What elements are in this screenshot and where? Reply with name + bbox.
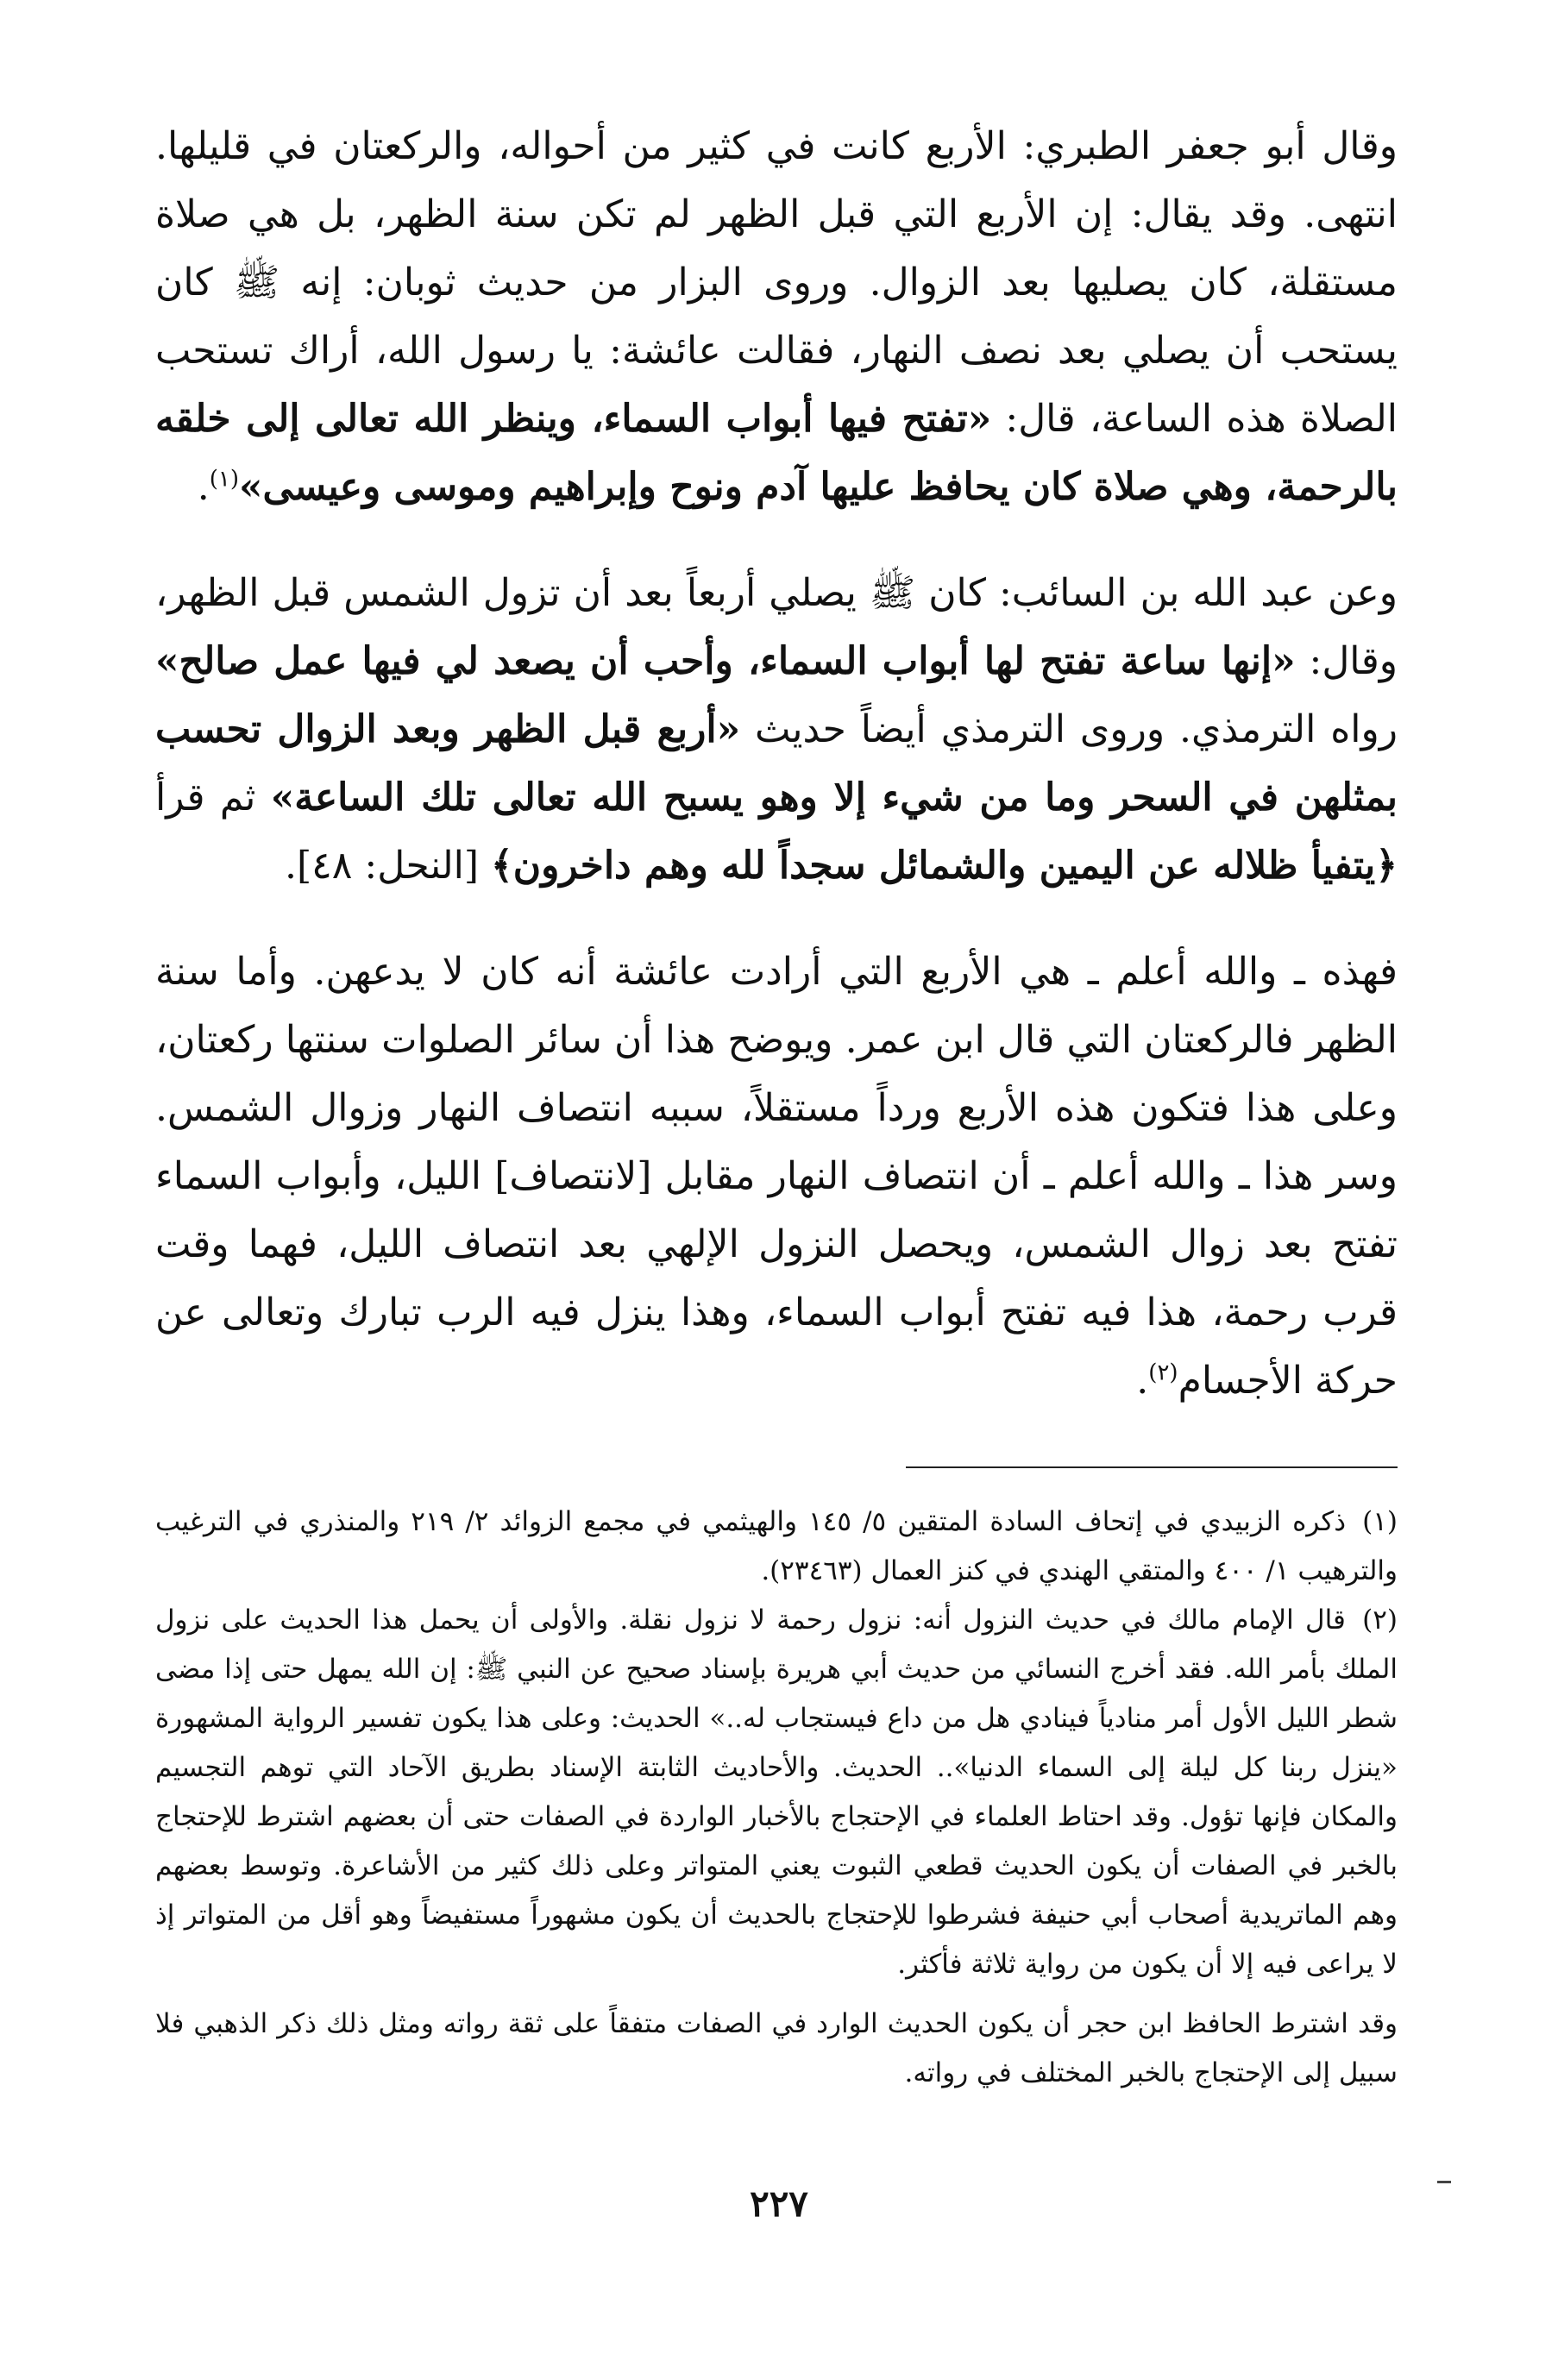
paragraph-1 — [155, 112, 1398, 521]
paragraph-3-text: فهذه ـ والله أعلم ـ هي الأربع التي أرادت عائشة أنه كان لا يدعهن. وأما سنة الظهر فالركعتان التي قال ابن عمر. ويوضح هذا أن سائر الصلوات سنتها ركعتان، وعلى هذا فتكون هذه الأربع ورداً مستقلاً، سببه انتصاف النهار وزوال الشمس. وسر هذا ـ والله أعلم ـ أن انتصاف النهار مقابل [لانتصاف] الليل، وأبواب السماء تفتح بعد زوال الشمس، ويحصل النزول الإلهي بعد انتصاف الليل، فهما وقت قرب رحمة، هذا فيه تفتح أبواب السماء، وهذا ينزل فيه الرب تبارك وتعالى عن حركة الأجسام — [155, 950, 1398, 1403]
hadith-quote-2: «إنها ساعة تفتح لها أبواب السماء، وأحب أن يصعد لي فيها عمل صالح» — [155, 639, 1296, 683]
footnote-2 — [155, 1596, 1398, 1989]
footnote-1-text: ذكره الزبيدي في إتحاف السادة المتقين ٥/ ١٤٥ والهيثمي في مجمع الزوائد ٢/ ٢١٩ والمنذري في الترغيب والترهيب ١/ ٤٠٠ والمتقي الهندي في كنز العمال (٢٣٤٦٣). — [155, 1506, 1398, 1586]
paragraph-1-text: وقال أبو جعفر الطبري: الأربع كانت في كثير من أحواله، والركعتان في قليلها. انتهى. وقد يقال: إن الأربع التي قبل الظهر لم تكن سنة الظهر، بل هي صلاة مستقلة، كان يصليها بعد الزوال. وروى البزار من حديث ثوبان: إنه ﷺ كان يستحب أن يصلي بعد نصف النهار، فقالت عائشة: يا رسول الله، أراك تستحب الصلاة هذه الساعة، قال: — [155, 124, 1398, 441]
footnote-2-continued — [155, 2000, 1398, 2098]
paragraph-2-text-b: رواه الترمذي. وروى الترمذي أيضاً حديث — [740, 707, 1398, 751]
paragraph-3 — [155, 938, 1398, 1415]
footnote-ref-2[interactable]: (٢) — [1148, 1360, 1178, 1386]
footnote-1-number: (١) — [1362, 1506, 1398, 1537]
page-content — [155, 112, 1398, 2098]
paragraph-2-text-a: وعن عبد الله بن السائب: كان ﷺ يصلي أربعاً بعد أن تزول الشمس قبل الظهر، وقال: — [155, 571, 1398, 683]
footnote-2-number: (٢) — [1362, 1604, 1398, 1636]
paragraph-2-text-c: ثم قرأ — [155, 776, 271, 819]
paragraph-3-end: . — [1136, 1359, 1149, 1403]
footnote-ref-1[interactable]: (١) — [209, 466, 239, 493]
paragraph-2 — [155, 559, 1398, 900]
hadith-quote-3: «أربع قبل الظهر وبعد الزوال تحسب بمثلهن في السحر وما من شيء إلا وهو يسبح الله تعالى تلك الساعة» — [155, 707, 1398, 819]
hadith-quote-1: «تفتح فيها أبواب السماء، وينظر الله تعالى إلى خلقه بالرحمة، وهي صلاة كان يحافظ عليها آدم ونوح وإبراهيم وموسى وعيسى» — [155, 397, 1398, 509]
quran-verse: ﴿يتفيأ ظلاله عن اليمين والشمائل سجداً لله وهم داخرون﴾ — [491, 844, 1398, 888]
page-number: ٢٢٧ — [750, 2182, 808, 2225]
paragraph-2-text-d: [النحل: ٤٨]. — [284, 844, 491, 888]
paragraph-1-end: . — [197, 465, 210, 509]
footnote-2-continued-text: وقد اشترط الحافظ ابن حجر أن يكون الحديث الوارد في الصفات متفقاً على ثقة رواته ومثل ذلك ذكر الذهبي فلا سبيل إلى الإحتجاج بالخبر المختلف في رواته. — [155, 2008, 1398, 2088]
footnote-divider — [906, 1466, 1398, 1468]
footnote-1 — [155, 1498, 1398, 1596]
footnote-2-text: قال الإمام مالك في حديث النزول أنه: نزول رحمة لا نزول نقلة. والأولى أن يحمل هذا الحديث على نزول الملك بأمر الله. فقد أخرج النسائي من حديث أبي هريرة بإسناد صحيح عن النبي ﷺ: إن الله يمهل حتى إذا مضى شطر الليل الأول أمر منادياً فينادي هل من داع فيستجاب له..» الحديث: وعلى هذا يكون تفسير الرواية المشهورة «ينزل ربنا كل ليلة إلى السماء الدنيا».. الحديث. والأحاديث الثابتة الإسناد بطريق الآحاد التي توهم التجسيم والمكان فإنها تؤول. وقد احتاط العلماء في الإحتجاج بالأخبار الواردة في الصفات حتى أن بعضهم اشترط للإحتجاج بالخبر في الصفات أن يكون الحديث قطعي الثبوت يعني المتواتر وعلى ذلك كثير من الأشاعرة. وتوسط بعضهم وهم الماتريدية أصحاب أبي حنيفة فشرطوا للإحتجاج بالحديث أن يكون مشهوراً مستفيضاً وهو أقل من المتواتر إذ لا يراعى فيه إلا أن يكون من رواية ثلاثة فأكثر. — [155, 1604, 1398, 1980]
